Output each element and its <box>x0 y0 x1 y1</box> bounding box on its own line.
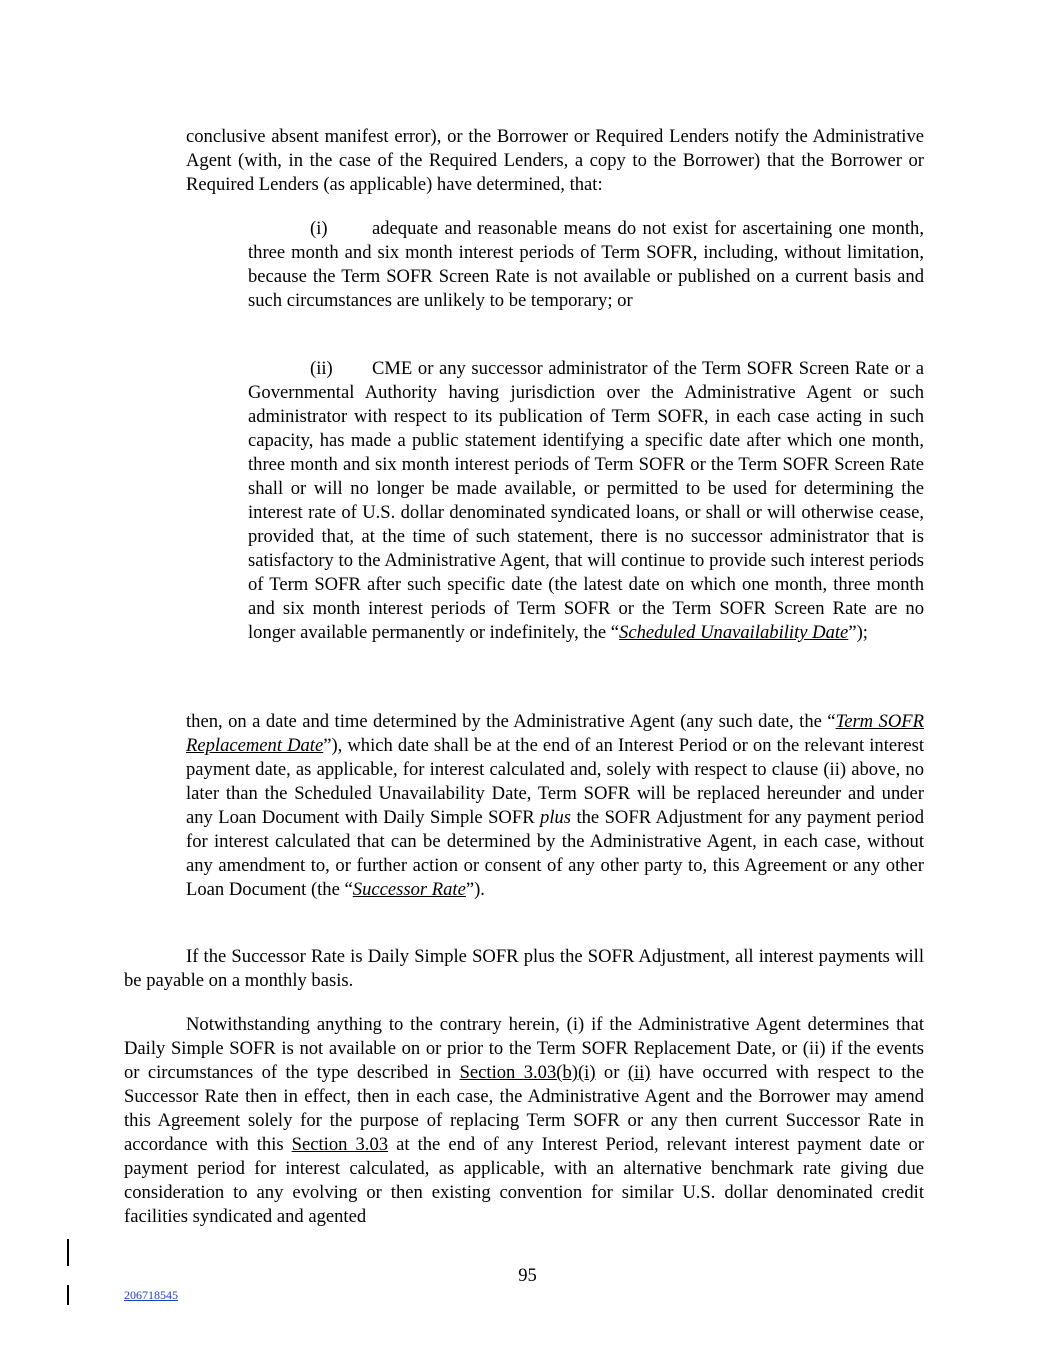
notw-part-1: Notwithstanding anything to the contrary herein, (i) if the Administrative Agent determines that Daily Simple SOFR is not available on or prior to the Term SOFR Replacement Date, or (ii) if the events or circumstances of the type described in <box>124 1014 924 1083</box>
then-middle-2: the SOFR Adjustment for any payment period for interest calculated that can be determined by the Administrative Agent, in each case, without any amendment to, or further action or consent of any other party to, this Agreement or any other Loan Document (the “ <box>186 807 925 900</box>
defined-term-term-sofr-replacement-date: Term SOFR Replacement Date <box>186 711 924 756</box>
document-id: 206718545 <box>124 1288 178 1302</box>
clause-ii-marker: (ii) <box>310 358 333 379</box>
then-prefix: then, on a date and time determined by the Administrative Agent (any such date, the “ <box>186 711 836 732</box>
page-number: 95 <box>518 1265 537 1286</box>
if-paragraph <box>124 945 924 993</box>
clause-ii-text: CME or any successor administrator of the Term SOFR Screen Rate or a Governmental Authority having jurisdiction over the Administrative Agent or such administrator with respect to its publication of Term SOFR, in each case acting in such capacity, has made a public statement identifying a specific date after which one month, three month and six month interest periods of Term SOFR or the Term SOFR Screen Rate shall or will no longer be made available, or permitted to be used for determining the interest rate of U.S. dollar denominated syndicated loans, or shall or will otherwise cease, provided that, at the time of such statement, there is no successor administrator that is satisfactory to the Administrative Agent, that will continue to provide such interest periods of Term SOFR after such specific date (the latest date on which one month, three month and six month interest periods of Term SOFR or the Term SOFR Screen Rate are no longer available permanently or indefinitely, the “ <box>248 358 924 643</box>
then-middle-1: ”), which date shall be at the end of an Interest Period or on the relevant interest payment date, as applicable, for interest calculated and, solely with respect to clause (ii) above, no later than the Scheduled Unavailability Date, Term SOFR will be replaced hereunder and under any Loan Document with Daily Simple SOFR <box>186 735 924 828</box>
plus-word: plus <box>540 807 572 828</box>
defined-term-scheduled-unavailability-date: Scheduled Unavailability Date <box>619 622 849 643</box>
continuation-paragraph <box>186 125 924 197</box>
clause-i-marker: (i) <box>310 218 328 239</box>
defined-term-successor-rate: Successor Rate <box>352 879 466 900</box>
if-text: If the Successor Rate is Daily Simple SOFR plus the SOFR Adjustment, all interest payments will be payable on a monthly basis. <box>124 946 924 991</box>
clause-i <box>248 217 924 313</box>
notw-part-4: at the end of any Interest Period, relevant interest payment date or payment period for interest calculated, as applicable, with an alternative benchmark rate giving due consideration to any evolving or then existing convention for similar U.S. dollar denominated credit facilities syndicated and agented <box>124 1134 924 1227</box>
section-reference-ii: (ii) <box>627 1062 651 1083</box>
clause-ii <box>248 357 924 645</box>
section-reference-3-03-b-i: Section 3.03(b)(i) <box>459 1062 596 1083</box>
continuation-text: conclusive absent manifest error), or the Borrower or Required Lenders notify the Administrative Agent (with, in the case of the Required Lenders, a copy to the Borrower) that the Borrower or Required Lenders (as applicable) have determined, that: <box>186 126 924 195</box>
clause-ii-suffix: ”); <box>848 622 868 643</box>
then-suffix: ”). <box>465 879 485 900</box>
revision-bar <box>67 1285 69 1305</box>
notwithstanding-paragraph <box>124 1013 924 1229</box>
revision-bar <box>67 1239 69 1266</box>
clause-i-text: adequate and reasonable means do not exist for ascertaining one month, three month and six month interest periods of Term SOFR, including, without limitation, because the Term SOFR Screen Rate is not available or published on a current basis and such circumstances are unlikely to be temporary; or <box>248 218 924 311</box>
notw-part-3: have occurred with respect to the Successor Rate then in effect, then in each case, the Administrative Agent and the Borrower may amend this Agreement solely for the purpose of replacing Term SOFR or any then current Successor Rate in accordance with this <box>124 1062 924 1155</box>
section-reference-3-03: Section 3.03 <box>291 1134 389 1155</box>
notw-part-2: or <box>595 1062 628 1083</box>
then-paragraph <box>186 710 924 902</box>
